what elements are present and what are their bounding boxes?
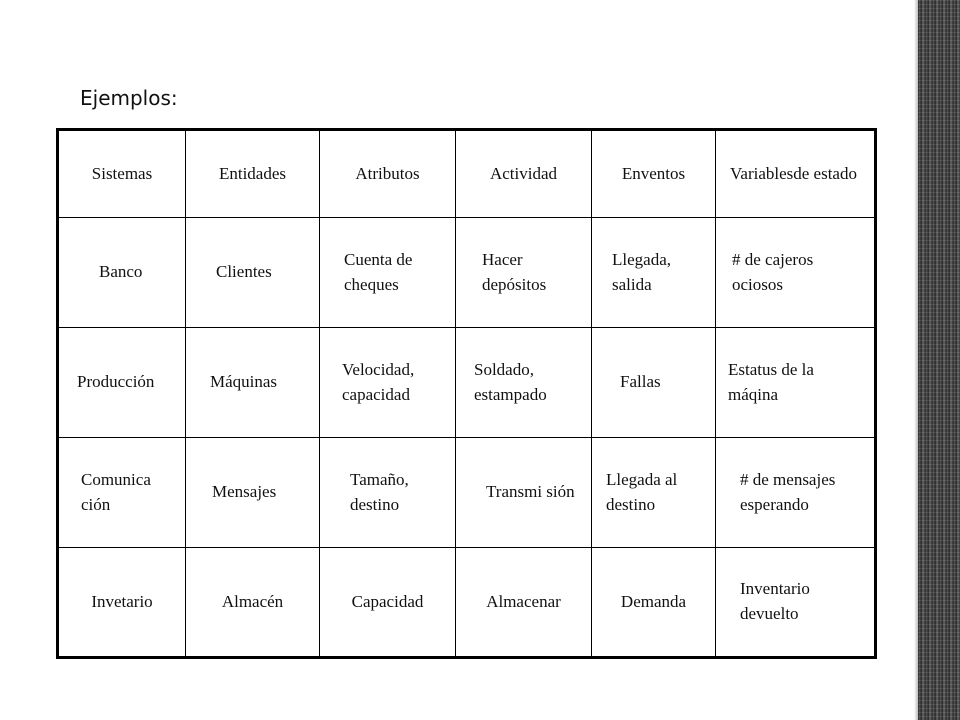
table-cell: Banco xyxy=(58,218,186,328)
table-cell: Clientes xyxy=(186,218,320,328)
table-cell: Demanda xyxy=(592,548,716,658)
table-cell: # de cajeros ociosos xyxy=(716,218,876,328)
table-cell: Invetario xyxy=(58,548,186,658)
header-cell-actividad: Actividad xyxy=(456,130,592,218)
table-row xyxy=(58,328,876,438)
table-cell: Velocidad, capacidad xyxy=(320,328,456,438)
table-cell: Producción xyxy=(58,328,186,438)
header-cell-sistemas: Sistemas xyxy=(58,130,186,218)
header-cell-variables-estado: Variablesde estado xyxy=(716,130,876,218)
header-cell-enventos: Enventos xyxy=(592,130,716,218)
table-cell: Inventario devuelto xyxy=(716,548,876,658)
table-cell: Tamaño, destino xyxy=(320,438,456,548)
table-cell: Hacer depósitos xyxy=(456,218,592,328)
table-cell: Llegada, salida xyxy=(592,218,716,328)
table-cell: Soldado, estampado xyxy=(456,328,592,438)
table-cell: Comunica ción xyxy=(58,438,186,548)
table-cell: Almacenar xyxy=(456,548,592,658)
table-cell: Mensajes xyxy=(186,438,320,548)
table-cell: Almacén xyxy=(186,548,320,658)
table-header-row xyxy=(58,130,876,218)
table-cell: Estatus de la máqina xyxy=(716,328,876,438)
table-cell: Capacidad xyxy=(320,548,456,658)
decorative-side-strip xyxy=(918,0,960,720)
header-cell-atributos: Atributos xyxy=(320,130,456,218)
slide-heading: Ejemplos: xyxy=(80,86,178,110)
table-cell: Cuenta de cheques xyxy=(320,218,456,328)
table-row xyxy=(58,438,876,548)
table-row xyxy=(58,548,876,658)
table-cell: # de mensajes esperando xyxy=(716,438,876,548)
table-cell: Transmi sión xyxy=(456,438,592,548)
table-cell: Llegada al destino xyxy=(592,438,716,548)
table-cell: Fallas xyxy=(592,328,716,438)
header-cell-entidades: Entidades xyxy=(186,130,320,218)
table-cell: Máquinas xyxy=(186,328,320,438)
table-row xyxy=(58,218,876,328)
examples-table xyxy=(56,128,877,659)
